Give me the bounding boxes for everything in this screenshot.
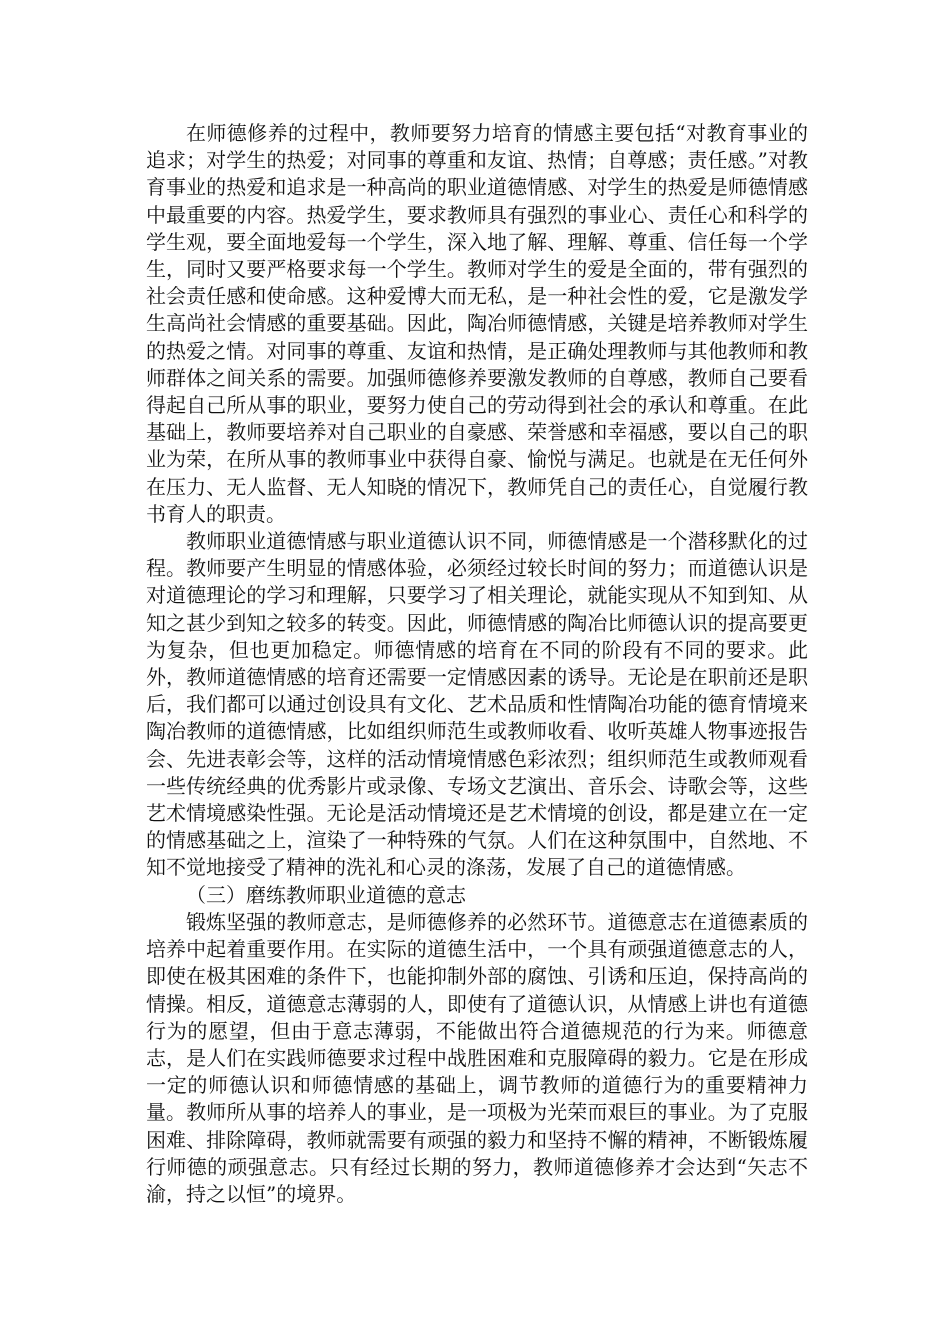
section-heading: （三）磨练教师职业道德的意志 xyxy=(186,882,466,907)
document-page xyxy=(146,120,808,1208)
paragraph-moral-will: 锻炼坚强的教师意志，是师德修养的必然环节。道德意志在道德素质的培养中起着重要作用。在实际的道德生活中，一个具有顽强道德意志的人，即使在极其困难的条件下，也能抑制外部的腐蚀、引诱和压迫，保持高尚的情操。相反，道德意志薄弱的人，即使有了道德认识，从情感上讲也有道德行为的愿望，但由于意志薄弱，不能做出符合道德规范的行为来。师德意志，是人们在实践师德要求过程中战胜困难和克服障碍的毅力。它是在形成一定的师德认识和师德情感的基础上，调节教师的道德行为的重要精神力量。教师所从事的培养人的事业，是一项极为光荣而艰巨的事业。为了克服困难、排除障碍，教师就需要有顽强的毅力和坚持不懈的精神，不断锻炼履行师德的顽强意志。只有经过长期的努力，教师道德修养才会达到“矢志不渝，持之以恒”的境界。 xyxy=(146,909,808,1206)
paragraph-emotion-vs-cognition: 教师职业道德情感与职业道德认识不同，师德情感是一个潜移默化的过程。教师要产生明显的情感体验，必须经过较长时间的努力；而道德认识是对道德理论的学习和理解，只要学习了相关理论，就能实现从不知到知、从知之甚少到知之较多的转变。因此，师德情感的陶冶比师德认识的提高要更为复杂，但也更加稳定。师德情感的培育在不同的阶段有不同的要求。此外，教师道德情感的培育还需要一定情感因素的诱导。无论是在职前还是职后，我们都可以通过创设具有文化、艺术品质和性情陶冶功能的德育情境来陶冶教师的道德情感，比如组织师范生或教师收看、收听英雄人物事迹报告会、先进表彰会等，这样的活动情境情感色彩浓烈；组织师范生或教师观看一些传统经典的优秀影片或录像、专场文艺演出、音乐会、诗歌会等，这些艺术情境感染性强。无论是活动情境还是艺术情境的创设，都是建立在一定的情感基础之上，渲染了一种特殊的气氛。人们在这种氛围中，自然地、不知不觉地接受了精神的洗礼和心灵的涤荡，发展了自己的道德情感。 xyxy=(146,529,808,880)
paragraph-moral-emotion-cultivation: 在师德修养的过程中，教师要努力培育的情感主要包括“对教育事业的追求；对学生的热爱；对同事的尊重和友谊、热情；自尊感；责任感。”对教育事业的热爱和追求是一种高尚的职业道德情感、对学生的热爱是师德情感中最重要的内容。热爱学生，要求教师具有强烈的事业心、责任心和科学的学生观，要全面地爱每一个学生，深入地了解、理解、尊重、信任每一个学生，同时又要严格要求每一个学生。教师对学生的爱是全面的，带有强烈的社会责任感和使命感。这种爱博大而无私，是一种社会性的爱，它是激发学生高尚社会情感的重要基础。因此，陶冶师德情感，关键是培养教师对学生的热爱之情。对同事的尊重、友谊和热情，是正确处理教师与其他教师和教师群体之间关系的需要。加强师德修养要激发教师的自尊感，教师自己要看得起自己所从事的职业，要努力使自己的劳动得到社会的承认和尊重。在此基础上，教师要培养对自己职业的自豪感、荣誉感和幸福感，要以自己的职业为荣，在所从事的教师事业中获得自豪、愉悦与满足。也就是在无任何外在压力、无人监督、无人知晓的情况下，教师凭自己的责任心，自觉履行教书育人的职责。 xyxy=(146,121,808,526)
